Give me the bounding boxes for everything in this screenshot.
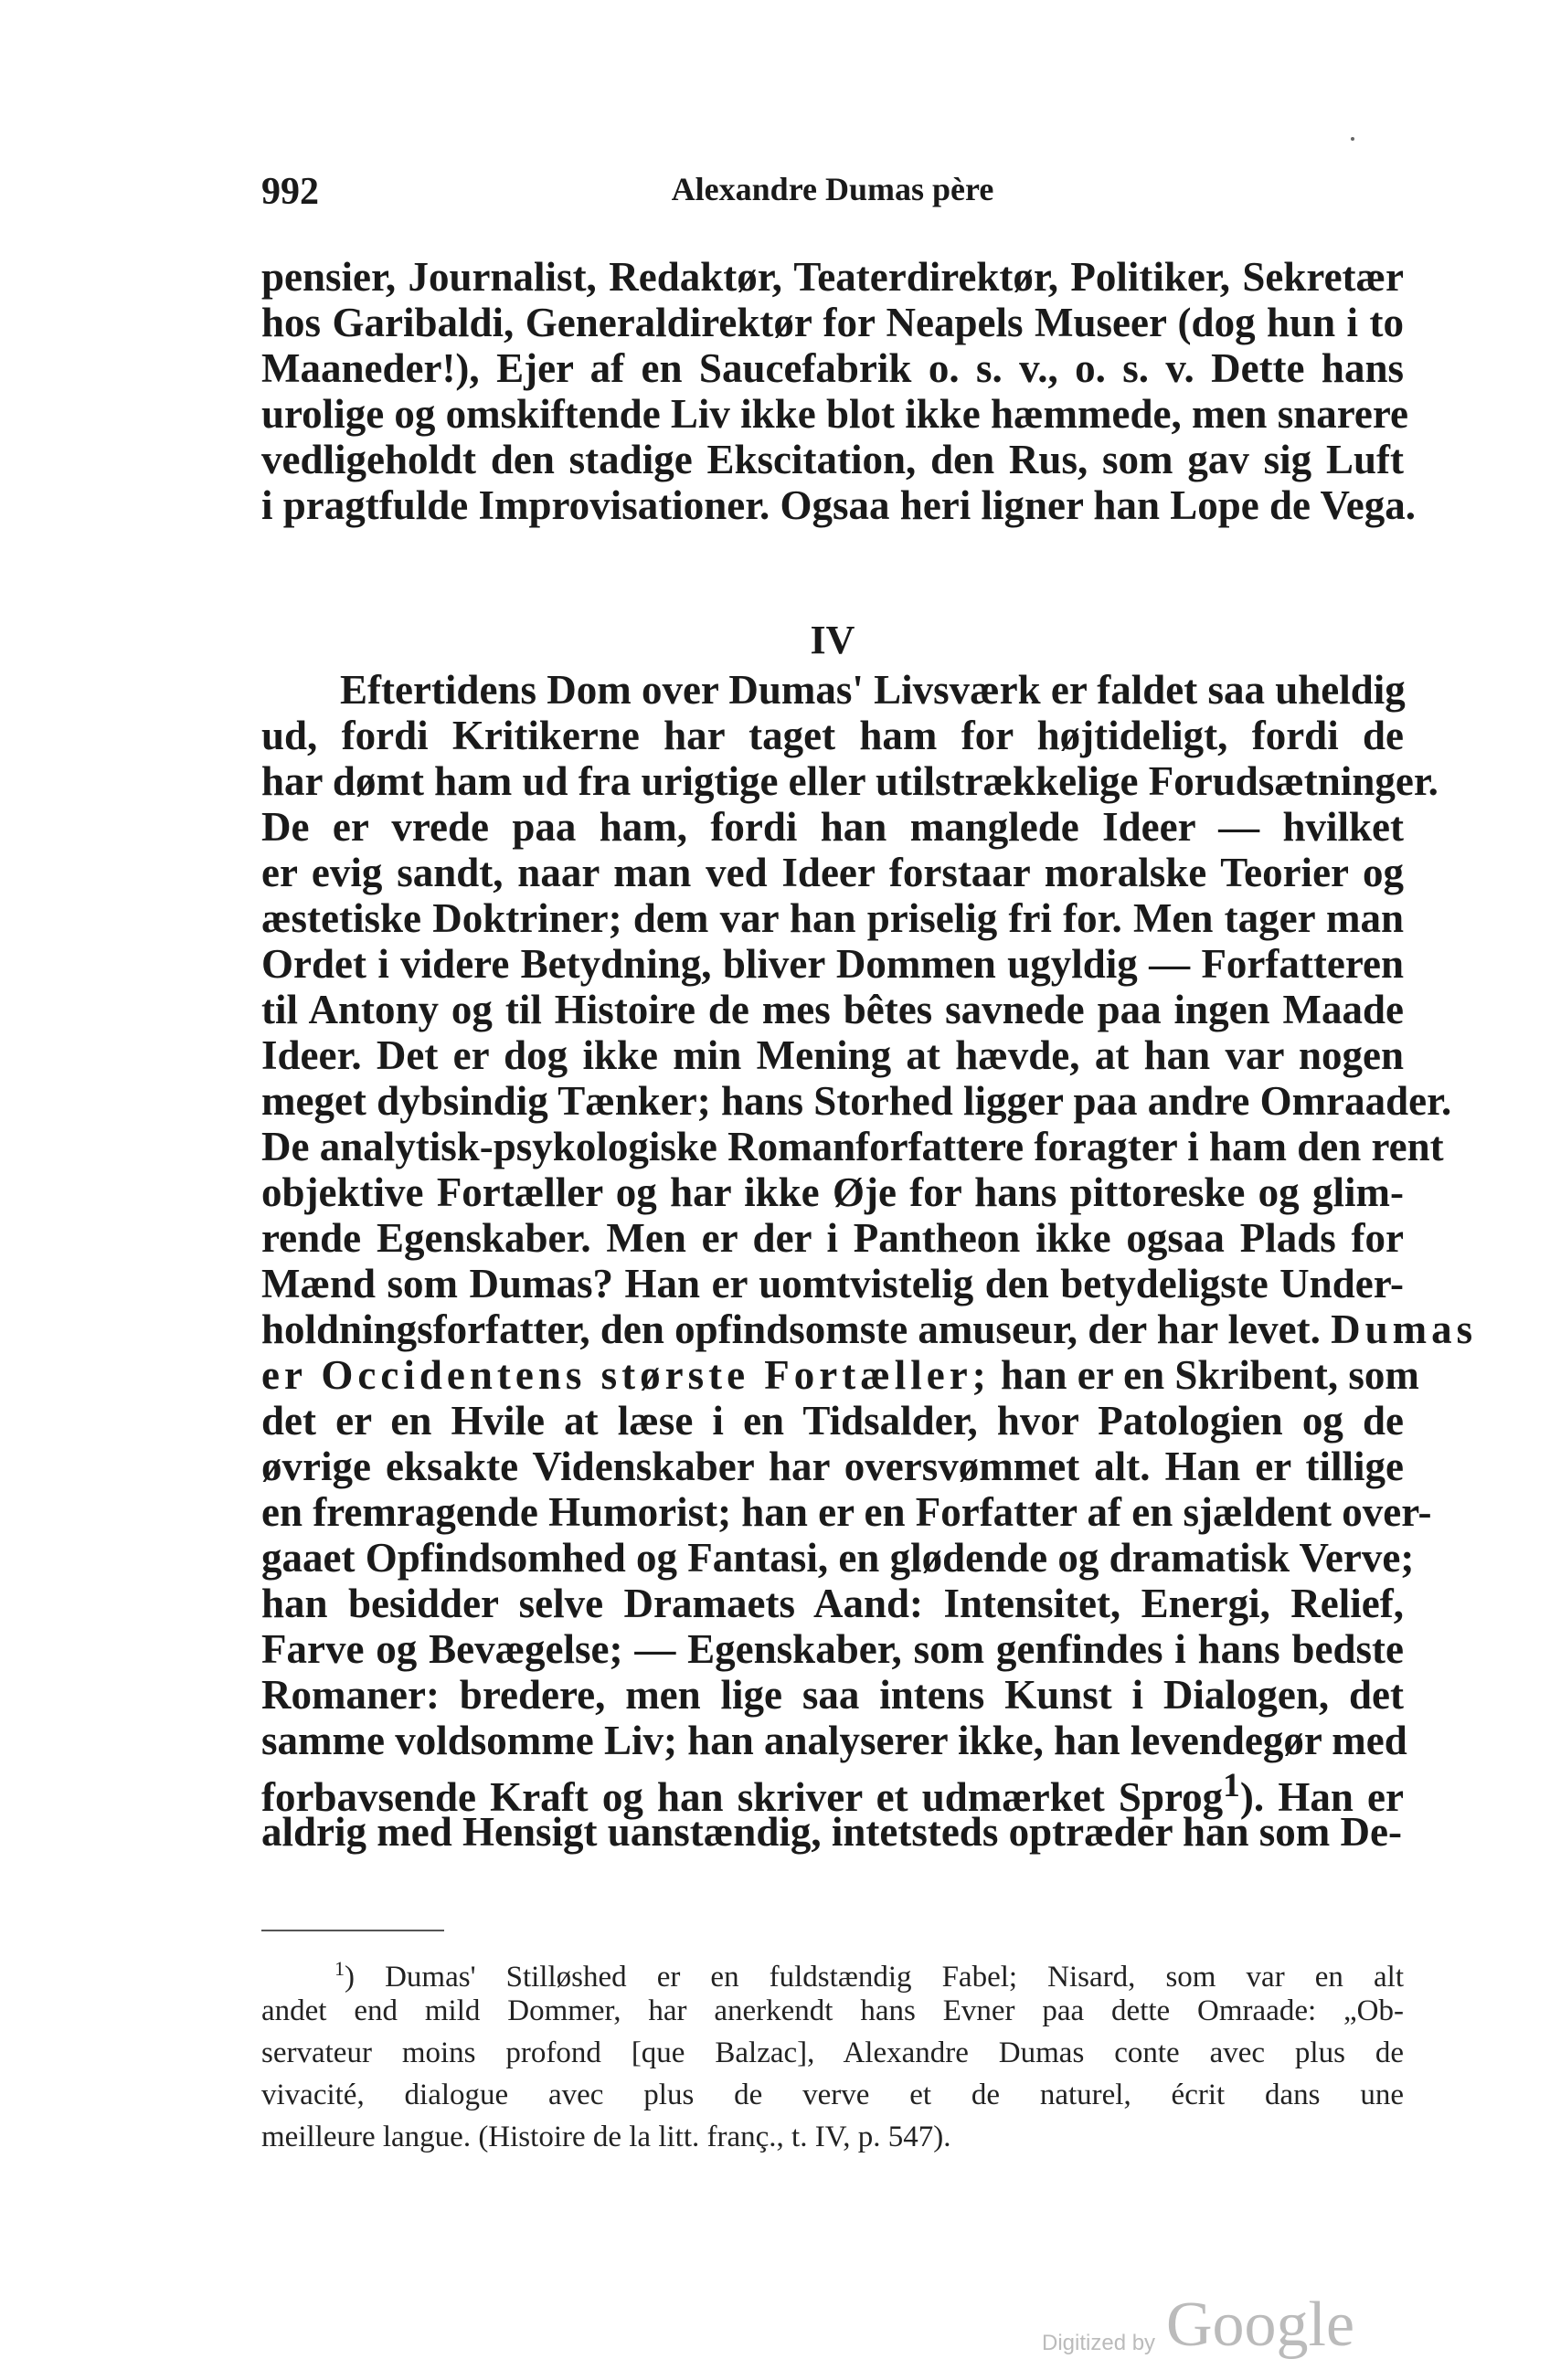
text-line (261, 1352, 1419, 1398)
text-line: han besidder selve Dramaets Aand: Intensitet, Energi, Relief, (261, 1581, 1404, 1626)
text-line: vedligeholdt den stadige Ekscitation, den Rus, som gav sig Luft (261, 437, 1404, 482)
text-line: i pragtfulde Improvisationer. Ogsaa heri ligner han Lope de Vega. (261, 482, 1417, 528)
digitized-watermark (1042, 2289, 1426, 2362)
text-line: er evig sandt, naar man ved Ideer forstaar moralske Teorier og (261, 850, 1404, 895)
text-line: pensier, Journalist, Redaktør, Teaterdirektør, Politiker, Sekretær (261, 254, 1404, 300)
footnote-marker: 1 (334, 1957, 345, 1980)
text-line: Ideer. Det er dog ikke min Mening at hævde, at han var nogen (261, 1032, 1404, 1078)
text-line: aldrig med Hensigt uanstændig, intetsteds optræder han som De- (261, 1809, 1402, 1855)
text-line: samme voldsomme Liv; han analyserer ikke, han levendegør med (261, 1718, 1407, 1763)
watermark-digitized-text: Digitized by (1042, 2331, 1156, 2355)
text-line: ud, fordi Kritikerne har taget ham for højtideligt, fordi de (261, 713, 1404, 758)
text-line (261, 1763, 1404, 1820)
text-line: det er en Hvile at læse i en Tidsalder, hvor Patologien og de (261, 1398, 1404, 1444)
footnote-line: vivacité, dialogue avec plus de verve et de naturel, écrit dans une (261, 2079, 1404, 2111)
paragraph-2 (261, 667, 1478, 1855)
text-line: De analytisk-psykologiske Romanforfattere foragter i ham den rent (261, 1124, 1444, 1169)
text-line: har dømt ham ud fra urigtige eller utilstrækkelige Forudsætninger. (261, 758, 1439, 804)
line-text: forbavsende Kraft og han skriver et udmærket Sprog (261, 1774, 1224, 1820)
text-line: Ordet i videre Betydning, bliver Dommen ugyldig — Forfatteren (261, 941, 1404, 987)
paragraph-1 (261, 254, 1417, 528)
watermark-google-logo: Google (1166, 2290, 1355, 2360)
line-text: holdningsforfatter, den opfindsomste amuseur, der har levet. (261, 1306, 1321, 1352)
footnote-line: andet end mild Dommer, har anerkendt hans Evner paa dette Omraade: „Ob- (261, 1994, 1404, 2027)
text-line: Farve og Bevægelse; — Egenskaber, som genfindes i hans bedste (261, 1626, 1404, 1672)
text-line: Mænd som Dumas? Han er uomtvistelig den betydeligste Under- (261, 1261, 1404, 1306)
text-line: til Antony og til Histoire de mes bêtes savnede paa ingen Maade (261, 987, 1404, 1032)
footnote-text: ) Dumas' Stilløshed er en fuldstændig Fabel; Nisard, som var en alt (345, 1961, 1404, 1994)
line-text: ). Han er (1239, 1774, 1404, 1820)
section-heading: IV (810, 618, 855, 662)
emphasized-text: Dumas (1331, 1306, 1478, 1352)
page-header (261, 170, 1404, 225)
emphasized-text: er Occidentens største Fortæller; (261, 1352, 991, 1398)
text-line (261, 1306, 1478, 1352)
footnote-divider (261, 1930, 444, 1931)
footnote-line: servateur moins profond [que Balzac], Alexandre Dumas conte avec plus de (261, 2036, 1404, 2069)
footnote-line (261, 1948, 1404, 1994)
text-line: rende Egenskaber. Men er der i Pantheon ikke ogsaa Plads for (261, 1215, 1404, 1261)
text-line: gaaet Opfindsomhed og Fantasi, en glødende og dramatisk Verve; (261, 1535, 1415, 1581)
text-line: De er vrede paa ham, fordi han manglede Ideer — hvilket (261, 804, 1404, 850)
text-line: objektive Fortæller og har ikke Øje for hans pittoreske og glim- (261, 1169, 1404, 1215)
footnote-line: meilleure langue. (Histoire de la litt. franç., t. IV, p. 547). (261, 2121, 951, 2153)
running-head: Alexandre Dumas père (671, 171, 994, 207)
text-line: Maaneder!), Ejer af en Saucefabrik o. s. v., o. s. v. Dette hans (261, 345, 1404, 391)
footnote-reference[interactable]: 1 (1223, 1767, 1240, 1804)
text-line: øvrige eksakte Videnskaber har oversvømmet alt. Han er tillige (261, 1444, 1404, 1489)
text-line: hos Garibaldi, Generaldirektør for Neapels Museer (dog hun i to (261, 300, 1404, 345)
text-line: urolige og omskiftende Liv ikke blot ikke hæmmede, men snarere (261, 391, 1409, 437)
text-line: Eftertidens Dom over Dumas' Livsværk er faldet saa uheldig (340, 667, 1406, 713)
text-line: en fremragende Humorist; han er en Forfatter af en sjældent over- (261, 1489, 1432, 1535)
print-speck (1351, 137, 1354, 141)
text-line: meget dybsindig Tænker; hans Storhed ligger paa andre Omraader. (261, 1078, 1452, 1124)
page-number: 992 (261, 171, 319, 213)
text-line: Romaner: bredere, men lige saa intens Kunst i Dialogen, det (261, 1672, 1404, 1718)
footnote (261, 1948, 1404, 2158)
line-text: han er en Skribent, som (1000, 1352, 1419, 1398)
text-line: æstetiske Doktriner; dem var han priselig fri for. Men tager man (261, 895, 1404, 941)
